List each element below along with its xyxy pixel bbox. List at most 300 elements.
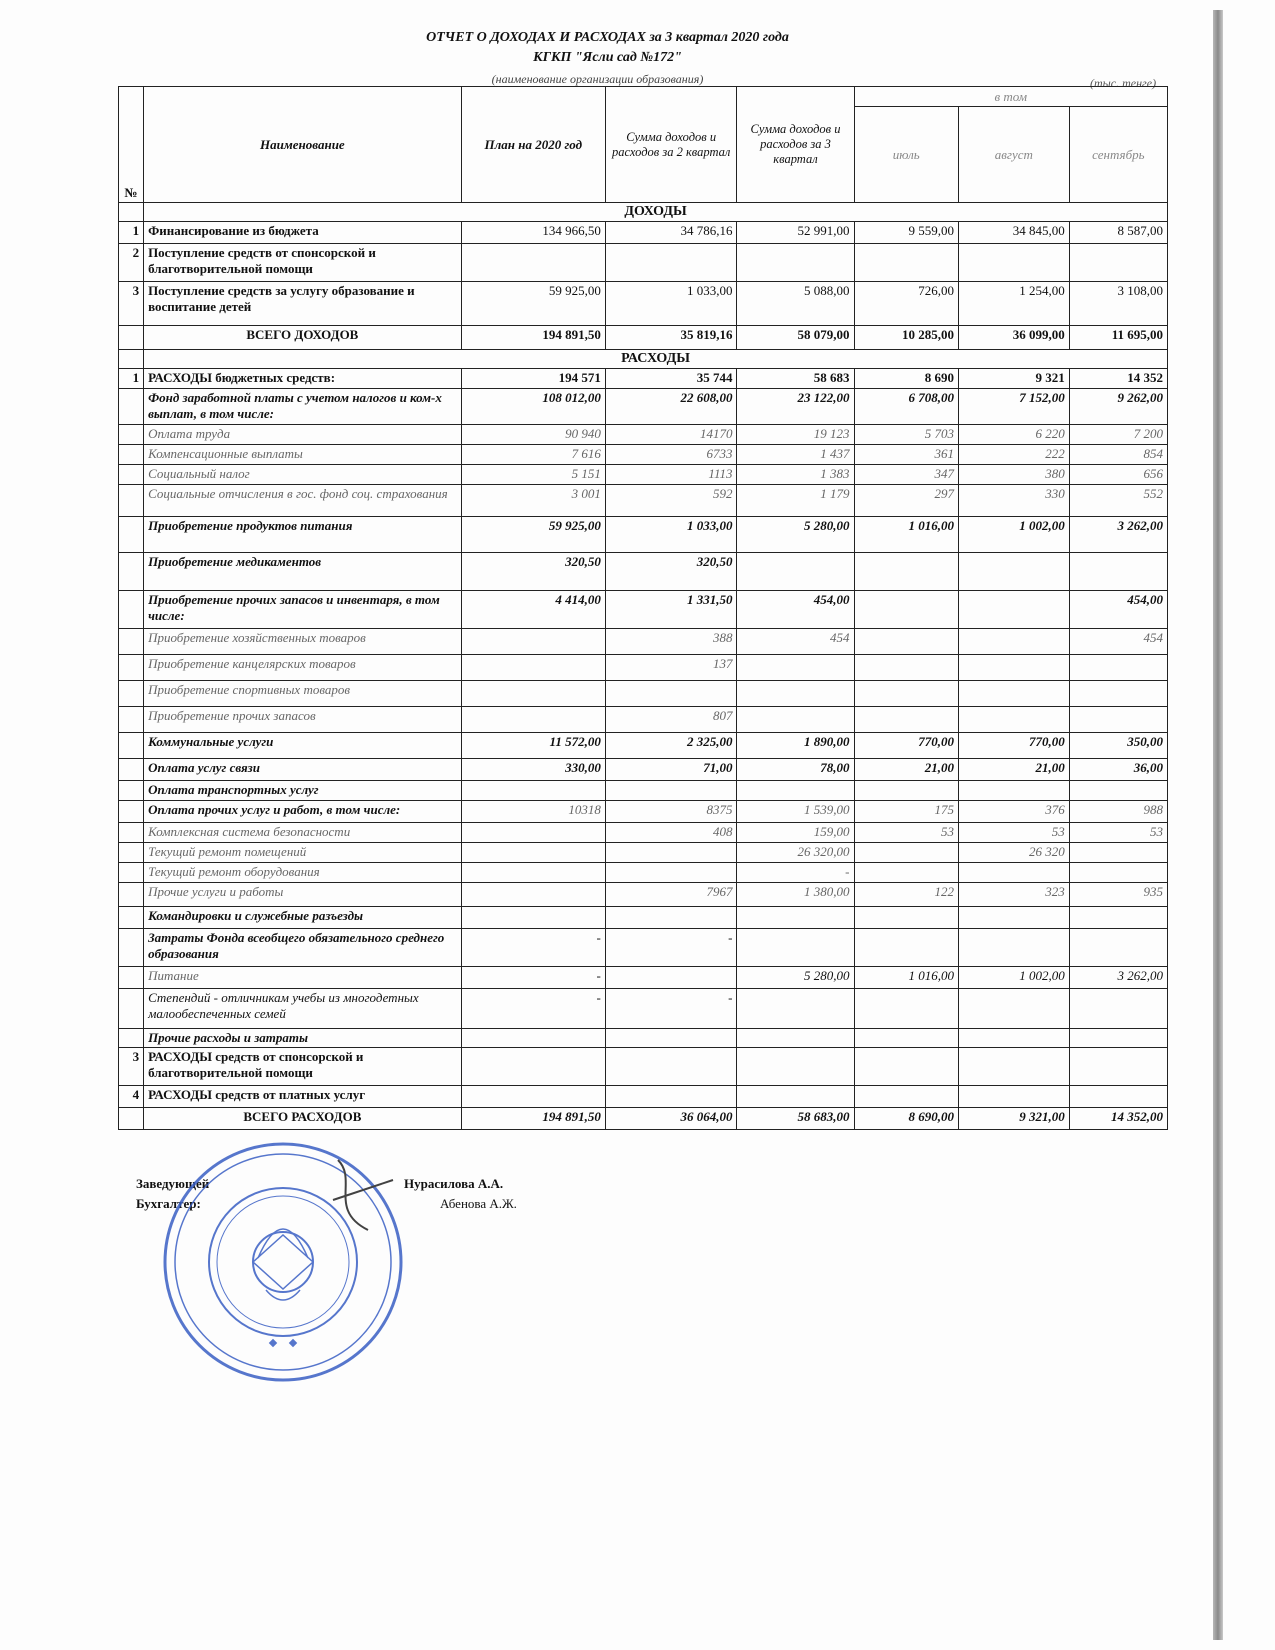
cell-aug [958,591,1069,629]
cell-sep [1069,843,1167,863]
cell-q2: 320,50 [605,553,737,591]
expense_rows-row [119,445,1168,465]
organization-caption: (наименование организации образования) [491,72,704,86]
cell-q2 [605,967,737,989]
cell-plan: 108 012,00 [461,389,605,425]
row-number [119,465,144,485]
cell-plan: 7 616 [461,445,605,465]
cell-jul: 8 690 [854,369,958,389]
cell-q2: - [605,989,737,1029]
cell-plan: 194 891,50 [461,1108,605,1130]
expense_rows-row [119,517,1168,553]
col-name: Наименование [144,87,462,203]
signature-scribble [333,1160,393,1230]
cell-q2: 22 608,00 [605,389,737,425]
accountant-label: Бухгалтер: [136,1196,201,1211]
expense_rows-row [119,929,1168,967]
cell-q2 [605,681,737,707]
cell-sep: 988 [1069,801,1167,823]
row-name: Оплата прочих услуг и работ, в том числе: [144,801,462,823]
cell-sep: 8 587,00 [1069,222,1167,244]
row-name: ВСЕГО РАСХОДОВ [144,1108,462,1130]
expense_rows-row [119,781,1168,801]
row-name: Приобретение продуктов питания [144,517,462,553]
row-number [119,445,144,465]
cell-plan: - [461,989,605,1029]
cell-sep: 14 352,00 [1069,1108,1167,1130]
row-name: Оплата транспортных услуг [144,781,462,801]
cell-sep: 3 262,00 [1069,517,1167,553]
cell-jul: 297 [854,485,958,517]
cell-jul [854,843,958,863]
row-name: Поступление средств за услугу образование и воспитание детей [144,282,462,326]
cell-aug: 21,00 [958,759,1069,781]
row-name: Приобретение прочих запасов [144,707,462,733]
cell-sep: 3 262,00 [1069,967,1167,989]
row-name: Фонд заработной платы с учетом налогов и ком-х выплат, в том числе: [144,389,462,425]
row-name: Компенсационные выплаты [144,445,462,465]
cell-q2: 408 [605,823,737,843]
row-name: Прочие расходы и затраты [144,1029,462,1048]
cell-q2: 34 786,16 [605,222,737,244]
cell-q2: 8375 [605,801,737,823]
cell-jul: 5 703 [854,425,958,445]
row-name: Степендий - отличникам учебы из многодетных малообеспеченных семей [144,989,462,1029]
row-number [119,326,144,350]
cell-aug [958,629,1069,655]
cell-sep [1069,707,1167,733]
row-number [119,733,144,759]
cell-aug: 9 321,00 [958,1108,1069,1130]
expense_rows-row [119,425,1168,445]
cell-aug: 323 [958,883,1069,907]
cell-sep: 454,00 [1069,591,1167,629]
cell-aug: 1 002,00 [958,967,1069,989]
row-name: Приобретение прочих запасов и инвентаря, в том числе: [144,591,462,629]
cell-jul: 1 016,00 [854,967,958,989]
expense_rows-row [119,369,1168,389]
cell-q2: 2 325,00 [605,733,737,759]
cell-plan: 320,50 [461,553,605,591]
row-name: Приобретение медикаментов [144,553,462,591]
row-number: 1 [119,222,144,244]
cell-plan: 59 925,00 [461,517,605,553]
row-number [119,759,144,781]
cell-q2 [605,1086,737,1108]
cell-plan [461,781,605,801]
official-stamp [158,1140,408,1385]
cell-aug: 330 [958,485,1069,517]
row-number: 3 [119,282,144,326]
cell-sep: 36,00 [1069,759,1167,781]
cell-jul: 347 [854,465,958,485]
expense_rows-row [119,801,1168,823]
cell-plan: 59 925,00 [461,282,605,326]
cell-q3 [737,707,854,733]
cell-jul: 122 [854,883,958,907]
cell-q3 [737,655,854,681]
cell-sep [1069,863,1167,883]
row-number [119,485,144,517]
row-number [119,517,144,553]
expense_rows-row [119,681,1168,707]
expense_rows-row [119,465,1168,485]
cell-q2: 388 [605,629,737,655]
cell-plan [461,629,605,655]
cell-q3 [737,1086,854,1108]
cell-q3 [737,781,854,801]
expense_rows-row [119,389,1168,425]
row-number: 2 [119,244,144,282]
row-name: Поступление средств от спонсорской и благотворительной помощи [144,244,462,282]
cell-jul: 1 016,00 [854,517,958,553]
cell-sep: 7 200 [1069,425,1167,445]
row-number [119,425,144,445]
income_rows-row [119,222,1168,244]
col-plan: План на 2020 год [461,87,605,203]
cell-jul [854,781,958,801]
row-name: Командировки и служебные разъезды [144,907,462,929]
cell-q2 [605,781,737,801]
cell-q2 [605,244,737,282]
unit-label: (тыс. тенге) [1090,76,1157,90]
cell-q3: 58 683 [737,369,854,389]
row-number [119,967,144,989]
row-number [119,929,144,967]
row-name: Социальный налог [144,465,462,485]
cell-aug: 34 845,00 [958,222,1069,244]
row-name: РАСХОДЫ средств от спонсорской и благотворительной помощи [144,1048,462,1086]
cell-aug: 26 320 [958,843,1069,863]
cell-q2: 35 744 [605,369,737,389]
row-number [119,629,144,655]
cell-sep [1069,1029,1167,1048]
cell-sep [1069,553,1167,591]
cell-q3: 52 991,00 [737,222,854,244]
expense_rows-row [119,967,1168,989]
expense_rows-row [119,843,1168,863]
row-name: Питание [144,967,462,989]
cell-sep [1069,655,1167,681]
cell-jul [854,655,958,681]
head-name: Нурасилова А.А. [404,1176,504,1191]
scan-edge [1213,10,1223,1640]
cell-jul [854,629,958,655]
expense_rows-row [119,553,1168,591]
cell-q3: 19 123 [737,425,854,445]
cell-sep: 53 [1069,823,1167,843]
row-number [119,781,144,801]
cell-sep [1069,989,1167,1029]
cell-sep [1069,907,1167,929]
cell-sep [1069,781,1167,801]
report-table [118,86,1168,1130]
cell-plan [461,823,605,843]
cell-q3 [737,1029,854,1048]
row-name: Прочие услуги и работы [144,883,462,907]
cell-sep: 454 [1069,629,1167,655]
expense_rows-row [119,485,1168,517]
cell-jul: 21,00 [854,759,958,781]
expense_rows-row [119,707,1168,733]
cell-plan: 90 940 [461,425,605,445]
cell-jul [854,591,958,629]
row-number [119,883,144,907]
expense_rows-row [119,863,1168,883]
cell-plan: - [461,929,605,967]
expense_rows-row [119,907,1168,929]
cell-aug: 770,00 [958,733,1069,759]
cell-jul: 770,00 [854,733,958,759]
row-name: Текущий ремонт оборудования [144,863,462,883]
cell-sep: 9 262,00 [1069,389,1167,425]
row-number: 1 [119,369,144,389]
expense_rows-row [119,655,1168,681]
cell-jul [854,907,958,929]
cell-jul: 175 [854,801,958,823]
cell-aug: 7 152,00 [958,389,1069,425]
cell-aug [958,1086,1069,1108]
cell-jul: 726,00 [854,282,958,326]
cell-plan [461,681,605,707]
cell-aug [958,655,1069,681]
cell-plan [461,655,605,681]
cell-q3: 78,00 [737,759,854,781]
cell-q2: 1 033,00 [605,282,737,326]
cell-sep [1069,681,1167,707]
expense_rows-row [119,883,1168,907]
cell-aug [958,863,1069,883]
row-name: РАСХОДЫ средств от платных услуг [144,1086,462,1108]
row-name: РАСХОДЫ бюджетных средств: [144,369,462,389]
expense_rows-row [119,1086,1168,1108]
expense_rows-row [119,989,1168,1029]
cell-jul: 6 708,00 [854,389,958,425]
cell-plan: 10318 [461,801,605,823]
cell-aug [958,1029,1069,1048]
cell-sep [1069,1086,1167,1108]
cell-q3: 159,00 [737,823,854,843]
col-num: № [119,87,144,203]
row-number [119,863,144,883]
cell-jul [854,1086,958,1108]
cell-q2: 36 064,00 [605,1108,737,1130]
income_rows-row [119,326,1168,350]
section-expense: РАСХОДЫ [119,350,1168,369]
row-number [119,1108,144,1130]
cell-jul [854,1048,958,1086]
row-number [119,907,144,929]
cell-q3: 1 539,00 [737,801,854,823]
cell-q3: 5 280,00 [737,967,854,989]
accountant-name: Абенова А.Ж. [440,1196,517,1211]
row-name: ВСЕГО ДОХОДОВ [144,326,462,350]
cell-sep [1069,244,1167,282]
cell-aug [958,244,1069,282]
cell-q3 [737,929,854,967]
cell-sep: 3 108,00 [1069,282,1167,326]
cell-sep: 854 [1069,445,1167,465]
cell-jul [854,707,958,733]
cell-q3: 1 179 [737,485,854,517]
cell-q2 [605,1029,737,1048]
cell-plan [461,1029,605,1048]
cell-q2: 14170 [605,425,737,445]
head-label: Заведующей [136,1176,210,1191]
income_rows-row [119,244,1168,282]
cell-plan [461,883,605,907]
cell-aug: 376 [958,801,1069,823]
cell-plan: 134 966,50 [461,222,605,244]
row-number [119,843,144,863]
cell-q3: 5 088,00 [737,282,854,326]
expense_rows-row [119,733,1168,759]
report-title: ОТЧЕТ О ДОХОДАХ И РАСХОДАХ за 3 квартал 2020 года [426,30,789,45]
cell-q2: 807 [605,707,737,733]
cell-q3: 58 683,00 [737,1108,854,1130]
cell-jul [854,989,958,1029]
cell-aug [958,989,1069,1029]
cell-jul: 8 690,00 [854,1108,958,1130]
cell-jul: 53 [854,823,958,843]
cell-plan: 5 151 [461,465,605,485]
cell-q3 [737,681,854,707]
cell-q2: - [605,929,737,967]
cell-sep: 935 [1069,883,1167,907]
cell-plan: 194 571 [461,369,605,389]
cell-q2 [605,863,737,883]
cell-plan [461,863,605,883]
cell-sep: 14 352 [1069,369,1167,389]
cell-q3: 454 [737,629,854,655]
cell-aug [958,707,1069,733]
cell-sep: 350,00 [1069,733,1167,759]
cell-jul: 361 [854,445,958,465]
cell-aug: 36 099,00 [958,326,1069,350]
row-name: Комплексная система безопасности [144,823,462,843]
row-number [119,553,144,591]
cell-q2 [605,907,737,929]
col-q2: Сумма доходов и расходов за 2 квартал [605,87,737,203]
cell-q3: - [737,863,854,883]
cell-aug [958,781,1069,801]
cell-q3: 454,00 [737,591,854,629]
cell-q3: 23 122,00 [737,389,854,425]
row-number: 4 [119,1086,144,1108]
cell-aug [958,1048,1069,1086]
cell-q3 [737,1048,854,1086]
row-number [119,389,144,425]
cell-q2: 1 033,00 [605,517,737,553]
cell-jul: 10 285,00 [854,326,958,350]
cell-q3: 58 079,00 [737,326,854,350]
cell-plan [461,843,605,863]
cell-jul [854,244,958,282]
cell-plan [461,1086,605,1108]
section-income: ДОХОДЫ [119,203,1168,222]
cell-jul [854,553,958,591]
row-number [119,823,144,843]
cell-sep: 552 [1069,485,1167,517]
expense_rows-row [119,823,1168,843]
row-number [119,655,144,681]
expense_rows-row [119,629,1168,655]
row-name: Приобретение спортивных товаров [144,681,462,707]
expense_rows-row [119,1108,1168,1130]
cell-sep [1069,929,1167,967]
cell-q2: 35 819,16 [605,326,737,350]
expense_rows-row [119,1029,1168,1048]
cell-q3 [737,989,854,1029]
expense_rows-row [119,759,1168,781]
cell-aug [958,907,1069,929]
cell-aug: 1 002,00 [958,517,1069,553]
cell-q2: 137 [605,655,737,681]
cell-aug [958,929,1069,967]
expense_rows-row [119,1048,1168,1086]
col-sep: сентябрь [1069,107,1167,203]
row-name: Финансирование из бюджета [144,222,462,244]
cell-q3: 26 320,00 [737,843,854,863]
cell-q2: 7967 [605,883,737,907]
row-number [119,989,144,1029]
cell-aug [958,553,1069,591]
cell-q2: 592 [605,485,737,517]
expense_rows-row [119,591,1168,629]
col-incl: в том [854,87,1168,107]
income_rows-row [119,282,1168,326]
cell-q3 [737,244,854,282]
row-number [119,1029,144,1048]
cell-aug: 380 [958,465,1069,485]
row-name: Коммунальные услуги [144,733,462,759]
cell-plan: 194 891,50 [461,326,605,350]
cell-q2: 71,00 [605,759,737,781]
cell-q2: 1 331,50 [605,591,737,629]
row-number [119,707,144,733]
cell-q3: 1 383 [737,465,854,485]
cell-plan: 11 572,00 [461,733,605,759]
cell-sep: 11 695,00 [1069,326,1167,350]
cell-plan: - [461,967,605,989]
col-q3: Сумма доходов и расходов за 3 квартал [737,87,854,203]
cell-q2: 1113 [605,465,737,485]
cell-q3: 1 890,00 [737,733,854,759]
cell-aug [958,681,1069,707]
cell-q3 [737,907,854,929]
row-number [119,801,144,823]
row-number [119,591,144,629]
cell-plan [461,707,605,733]
col-jul: июль [854,107,958,203]
cell-plan: 3 001 [461,485,605,517]
row-name: Социальные отчисления в гос. фонд соц. страхования [144,485,462,517]
cell-q3 [737,553,854,591]
row-name: Оплата услуг связи [144,759,462,781]
col-aug: август [958,107,1069,203]
cell-plan: 330,00 [461,759,605,781]
cell-aug: 222 [958,445,1069,465]
cell-jul [854,681,958,707]
organization-name: КГКП "Ясли сад №172" [533,50,682,65]
cell-sep [1069,1048,1167,1086]
row-name: Приобретение канцелярских товаров [144,655,462,681]
cell-plan [461,1048,605,1086]
cell-jul [854,1029,958,1048]
cell-q3: 1 437 [737,445,854,465]
cell-q2 [605,843,737,863]
cell-jul [854,929,958,967]
